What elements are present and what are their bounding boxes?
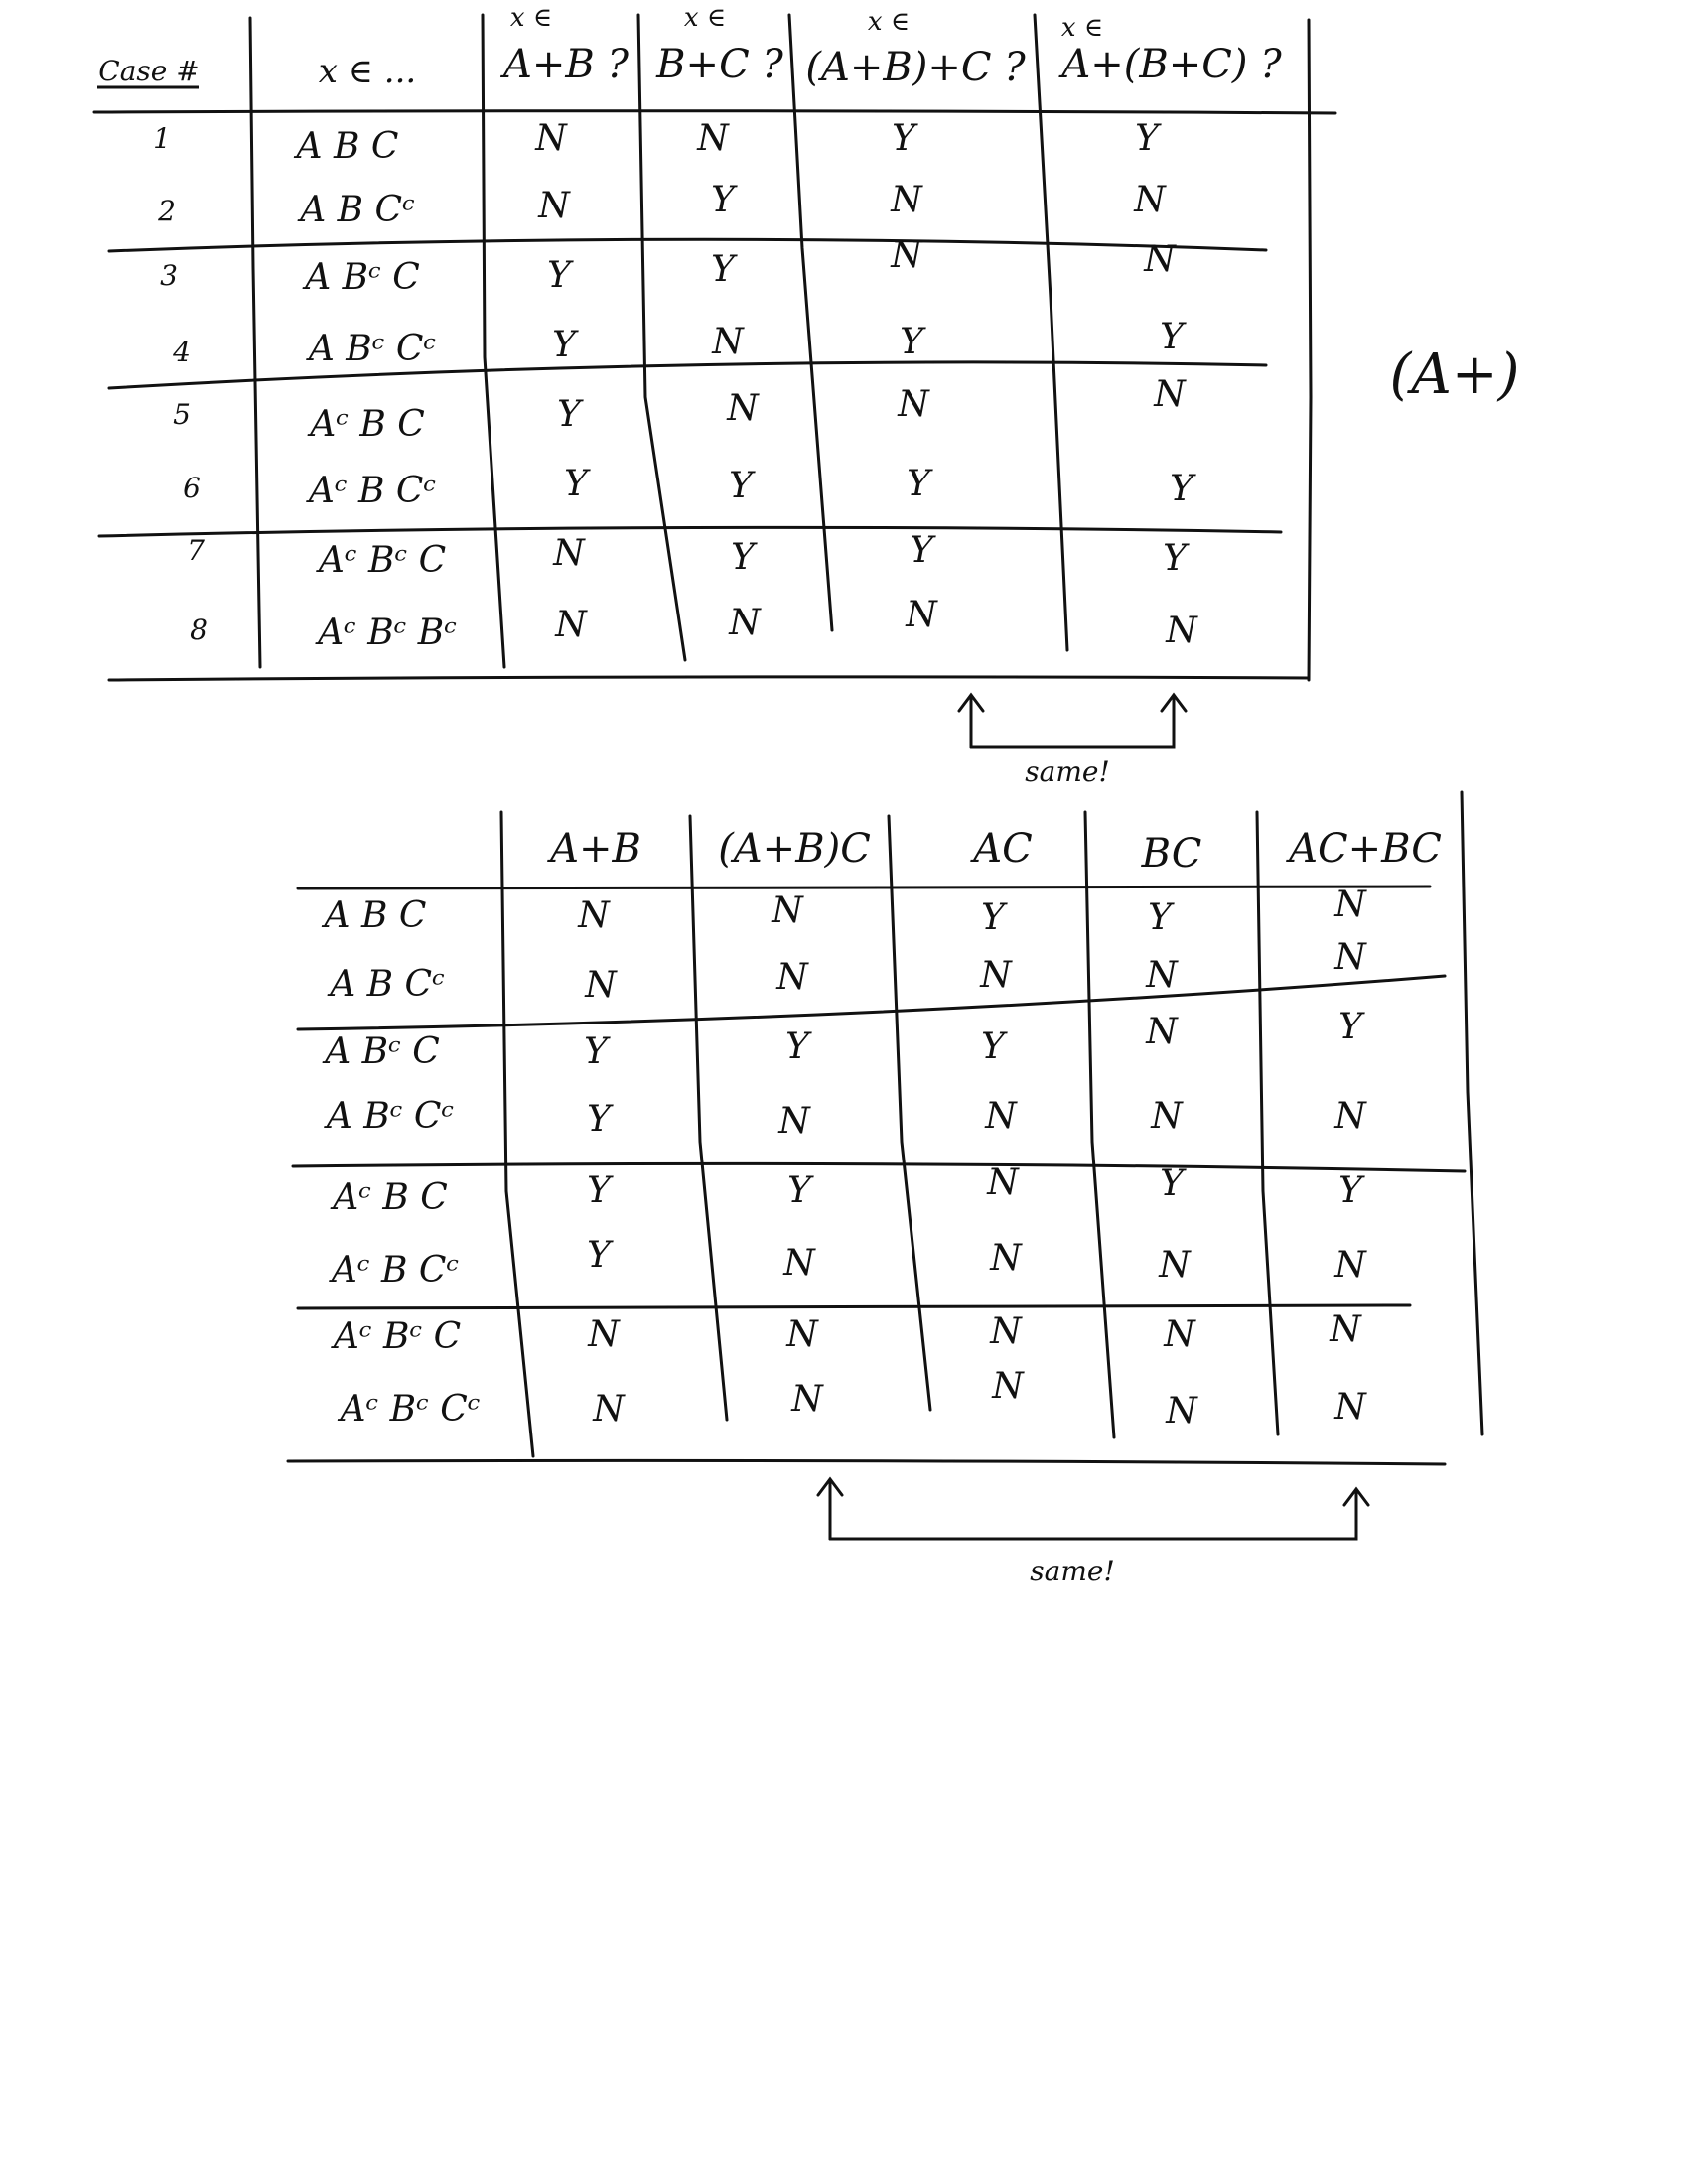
- value-cell: Y: [547, 255, 571, 296]
- value-cell: N: [1159, 1245, 1191, 1286]
- value-cell: Y: [907, 464, 930, 504]
- table1-vline-2: [483, 15, 504, 667]
- table1-vline-4: [789, 15, 832, 630]
- table1-bottom-rule: [109, 677, 1309, 680]
- value-cell: N: [990, 1311, 1022, 1352]
- value-cell: Y: [729, 466, 753, 506]
- header-prefix: x ∈: [867, 7, 911, 37]
- membership-cell: Aᶜ Bᶜ Cᶜ: [340, 1389, 481, 1430]
- value-cell: N: [906, 595, 937, 635]
- value-cell: Y: [981, 897, 1005, 938]
- header-ac: AC: [973, 826, 1033, 872]
- value-cell: N: [1134, 180, 1166, 220]
- table2-vline-1: [501, 812, 533, 1456]
- value-cell: N: [891, 235, 922, 276]
- value-cell: N: [778, 1101, 810, 1142]
- value-cell: Y: [785, 1026, 809, 1067]
- value-cell: Y: [1170, 469, 1193, 509]
- table2-group-rule-1: [298, 976, 1445, 1029]
- value-cell: Y: [711, 249, 735, 290]
- membership-header: x ∈ ...: [318, 52, 417, 91]
- table1-vline-6: [1309, 20, 1311, 680]
- same-note: same!: [1030, 1555, 1115, 1587]
- table1-arrow-right: [971, 695, 1186, 747]
- value-cell: N: [786, 1314, 818, 1355]
- value-cell: Y: [587, 1099, 611, 1140]
- value-cell: Y: [731, 537, 755, 578]
- table2-vline-6: [1462, 792, 1482, 1434]
- table1-group-rule-2: [109, 362, 1266, 388]
- value-cell: N: [791, 1379, 823, 1420]
- side-note: (A+): [1389, 342, 1520, 407]
- membership-cell: Aᶜ Bᶜ Bᶜ: [318, 613, 457, 653]
- membership-cell: A B Cᶜ: [330, 964, 445, 1005]
- table2-vline-2: [690, 816, 727, 1420]
- header-ab-plus-c: (A+B)+C ?: [805, 45, 1026, 90]
- header-a-plus-bc: A+(B+C) ?: [1061, 42, 1282, 87]
- header-prefix: x ∈: [1060, 13, 1104, 43]
- membership-cell: Aᶜ Bᶜ C: [333, 1316, 462, 1357]
- value-cell: N: [783, 1243, 815, 1284]
- table2-group-rule-3: [298, 1305, 1410, 1308]
- membership-cell: A Bᶜ Cᶜ: [326, 1096, 455, 1137]
- value-cell: N: [1166, 1391, 1197, 1432]
- case-number: 1: [153, 122, 171, 155]
- value-cell: N: [1146, 1012, 1178, 1052]
- value-cell: N: [1334, 937, 1366, 978]
- table2-header-rule: [298, 887, 1430, 888]
- value-cell: Y: [1338, 1170, 1362, 1211]
- value-cell: Y: [900, 322, 923, 362]
- value-cell: Y: [587, 1170, 611, 1211]
- value-cell: Y: [564, 464, 588, 504]
- value-cell: Y: [787, 1170, 811, 1211]
- value-cell: N: [985, 1096, 1017, 1137]
- case-number: 7: [187, 534, 205, 567]
- value-cell: N: [585, 965, 617, 1006]
- header-ac-plus-bc: AC+BC: [1289, 826, 1442, 872]
- value-cell: N: [898, 384, 929, 425]
- value-cell: Y: [1160, 1163, 1184, 1204]
- value-cell: N: [1144, 239, 1176, 280]
- value-cell: N: [1151, 1096, 1183, 1137]
- value-cell: N: [553, 533, 585, 574]
- value-cell: N: [772, 890, 803, 931]
- table2-vline-5: [1257, 812, 1278, 1434]
- value-cell: N: [712, 322, 744, 362]
- membership-cell: Aᶜ B C: [333, 1177, 448, 1218]
- membership-cell: A Bᶜ C: [325, 1031, 440, 1072]
- value-cell: N: [992, 1366, 1024, 1407]
- value-cell: N: [980, 955, 1012, 996]
- value-cell: N: [727, 388, 759, 429]
- membership-cell: Aᶜ Bᶜ C: [318, 540, 447, 581]
- table1-vline-5: [1035, 15, 1067, 650]
- table1-vline-1: [250, 18, 260, 667]
- table2-vline-3: [889, 816, 930, 1410]
- header-a-plus-b: A+B ?: [503, 42, 629, 87]
- value-cell: Y: [1135, 118, 1159, 159]
- header-a-plus-b: A+B: [550, 826, 641, 872]
- header-prefix: x ∈: [509, 3, 553, 33]
- membership-cell: Aᶜ B Cᶜ: [308, 471, 437, 511]
- case-number: 5: [173, 398, 191, 431]
- table1-arrow-left: [959, 695, 983, 747]
- value-cell: N: [535, 118, 567, 159]
- value-cell: N: [1166, 611, 1197, 651]
- case-header: Case #: [98, 55, 200, 87]
- header-b-plus-c: B+C ?: [656, 42, 783, 87]
- table1-group-rule-3: [99, 527, 1281, 536]
- value-cell: Y: [557, 394, 581, 435]
- value-cell: Y: [552, 325, 576, 365]
- value-cell: N: [1146, 955, 1178, 996]
- value-cell: N: [697, 118, 729, 159]
- value-cell: Y: [1338, 1007, 1362, 1047]
- header-prefix: x ∈: [683, 3, 727, 33]
- value-cell: N: [1334, 885, 1366, 925]
- value-cell: N: [538, 186, 570, 226]
- table2-group-rule-2: [293, 1163, 1465, 1171]
- table1-header-rule: [94, 111, 1335, 113]
- membership-cell: A B C: [296, 126, 399, 167]
- value-cell: N: [987, 1162, 1019, 1203]
- case-number: 4: [173, 336, 191, 368]
- value-cell: N: [1154, 374, 1186, 415]
- table2-arrow-right: [830, 1489, 1368, 1539]
- value-cell: Y: [1160, 317, 1184, 357]
- value-cell: Y: [1163, 538, 1187, 579]
- header-ab-times-c: (A+B)C: [718, 826, 871, 872]
- value-cell: Y: [892, 118, 915, 159]
- membership-cell: A Bᶜ Cᶜ: [308, 329, 437, 369]
- value-cell: N: [1334, 1096, 1366, 1137]
- table1-group-rule-1: [109, 239, 1266, 251]
- value-cell: N: [776, 957, 808, 998]
- membership-cell: Aᶜ B C: [310, 404, 425, 445]
- header-bc: BC: [1141, 831, 1202, 877]
- table2-arrow-left: [818, 1479, 842, 1539]
- value-cell: N: [588, 1314, 620, 1355]
- membership-cell: A Bᶜ C: [305, 257, 420, 298]
- membership-cell: Aᶜ B Cᶜ: [331, 1250, 460, 1291]
- value-cell: Y: [711, 180, 735, 220]
- membership-cell: A B C: [324, 895, 427, 936]
- value-cell: N: [1334, 1245, 1366, 1286]
- value-cell: Y: [1148, 897, 1172, 938]
- value-cell: N: [891, 180, 922, 220]
- value-cell: N: [990, 1238, 1022, 1279]
- value-cell: N: [1334, 1387, 1366, 1428]
- value-cell: N: [593, 1389, 625, 1430]
- value-cell: Y: [584, 1031, 608, 1072]
- table2-vline-4: [1085, 812, 1114, 1437]
- value-cell: N: [578, 895, 610, 936]
- table2-bottom-rule: [288, 1460, 1445, 1464]
- value-cell: Y: [587, 1235, 611, 1276]
- value-cell: N: [555, 605, 587, 645]
- case-number: 6: [183, 472, 201, 504]
- value-cell: N: [1330, 1309, 1361, 1350]
- case-number: 3: [160, 259, 178, 292]
- value-cell: Y: [910, 530, 933, 571]
- membership-cell: A B Cᶜ: [300, 190, 415, 230]
- case-number: 8: [190, 614, 208, 646]
- value-cell: N: [1164, 1314, 1195, 1355]
- value-cell: N: [729, 603, 761, 643]
- same-note: same!: [1025, 755, 1110, 788]
- case-number: 2: [158, 195, 176, 227]
- value-cell: Y: [981, 1026, 1005, 1067]
